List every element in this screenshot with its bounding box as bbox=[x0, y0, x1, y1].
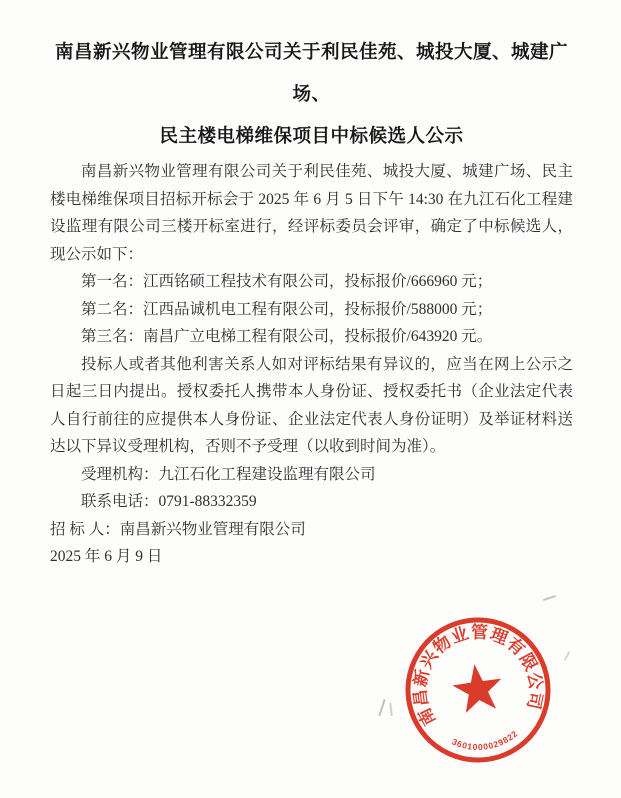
objection-paragraph: 投标人或者其他利害关系人如对评标结果有异议的，应当在网上公示之日起三日内提出。授权委托人携带本人身份证、授权委托书（企业法定代表人自行前往的应提供本人身份证、企业法定代表人身份证明）及举证材料送达以下异议受理机构，否则不予受理（以收到时间为准）。 bbox=[50, 355, 573, 455]
seal-company-arc: 南昌新兴物业管理有限公司 bbox=[410, 622, 546, 729]
scan-mark bbox=[543, 595, 556, 600]
intro-paragraph: 南昌新兴物业管理有限公司关于利民佳苑、城投大厦、城建广场、民主楼电梯维保项目招标开标会于 2025 年 6 月 5 日下午 14:30 在九江石化工程建设监理有限公司三楼开标室进行，经评标委员会评审，确定了中标候选人，现公示如下： bbox=[50, 163, 573, 263]
page-title bbox=[50, 32, 573, 158]
seal-group bbox=[399, 611, 557, 769]
scan-mark bbox=[389, 703, 392, 716]
contact-phone-line bbox=[50, 488, 573, 516]
tenderee-line bbox=[50, 516, 573, 544]
candidate-detail: 江西品诚机电工程有限公司，投标报价/588000 元； bbox=[143, 300, 493, 318]
candidate-detail: 江西铭硕工程技术有限公司，投标报价/666960 元； bbox=[143, 273, 493, 290]
candidate-line-1 bbox=[50, 268, 573, 296]
candidate-line-3 bbox=[50, 323, 573, 351]
candidate-rank: 第二名： bbox=[81, 300, 144, 318]
tenderee-label: 招 标 人： bbox=[50, 520, 120, 538]
scan-mark bbox=[378, 699, 385, 716]
seal-number-arc: 3601000029822 bbox=[450, 728, 520, 753]
acceptance-agency-value: 九江石化工程建设监理有限公司 bbox=[158, 465, 376, 483]
page-title-line-2: 民主楼电梯维保项目中标候选人公示 bbox=[159, 127, 464, 147]
seal-star-icon bbox=[450, 661, 506, 714]
acceptance-agency-label: 受理机构： bbox=[81, 465, 159, 483]
date-line: 2025 年 6 月 9 日 bbox=[50, 548, 163, 565]
candidate-detail: 南昌广立电梯工程有限公司，投标报价/643920 元。 bbox=[143, 328, 493, 345]
candidate-rank: 第一名： bbox=[81, 273, 144, 290]
tenderee-value: 南昌新兴物业管理有限公司 bbox=[119, 520, 306, 538]
acceptance-agency-line bbox=[50, 461, 573, 489]
contact-phone-value: 0791-88332359 bbox=[158, 493, 257, 510]
page-title-line-1: 南昌新兴物业管理有限公司关于利民佳苑、城投大厦、城建广场、 bbox=[54, 43, 568, 105]
contact-phone-label: 联系电话： bbox=[81, 493, 159, 510]
candidate-line-2 bbox=[50, 296, 573, 324]
scan-mark bbox=[564, 651, 570, 661]
candidate-rank: 第三名： bbox=[81, 328, 144, 345]
company-seal bbox=[396, 608, 560, 772]
